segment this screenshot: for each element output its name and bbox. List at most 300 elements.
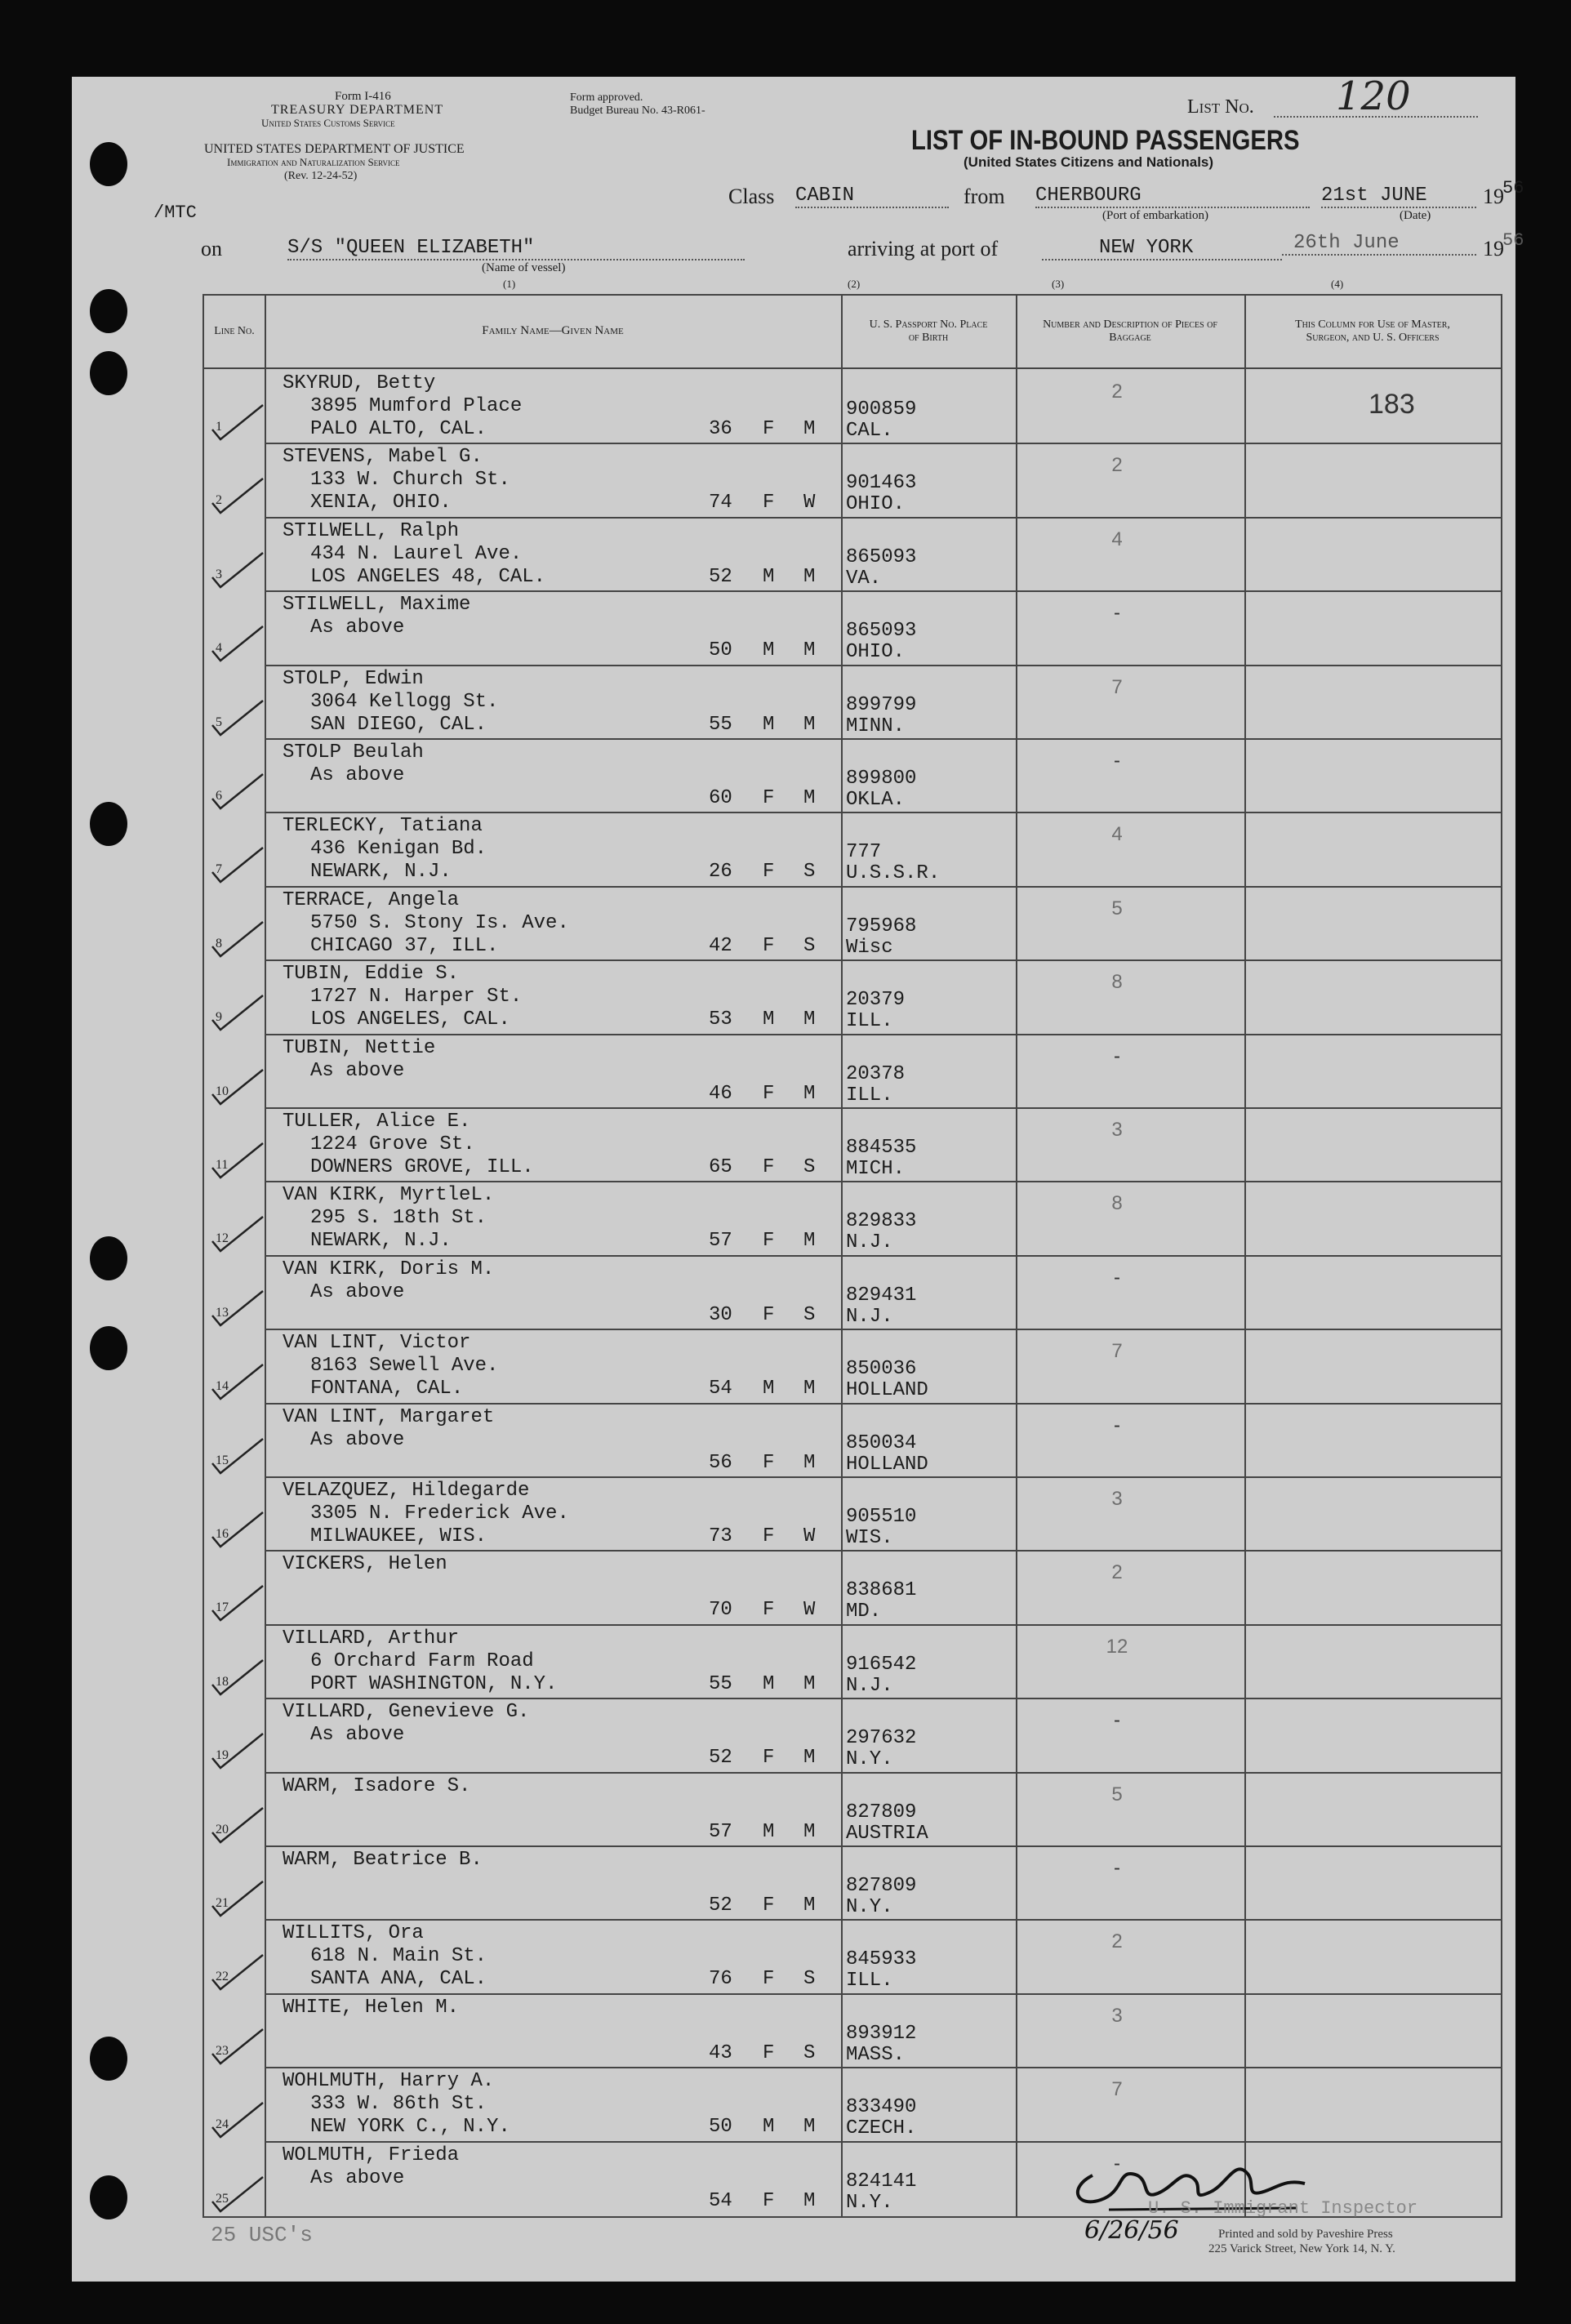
row-divider	[265, 1845, 1501, 1847]
passport-number: 899800	[846, 768, 917, 790]
passenger-row	[204, 886, 1501, 959]
passenger-name: TUBIN, Eddie S.	[283, 963, 460, 986]
passport-number: 20378	[846, 1062, 906, 1085]
passenger-age: 50	[709, 2116, 732, 2139]
line-number: 4	[216, 641, 222, 656]
passenger-age: 70	[709, 1599, 732, 1622]
place-of-birth: VA.	[846, 567, 882, 590]
passenger-city: FONTANA, CAL.	[310, 1378, 464, 1400]
passenger-age: 52	[709, 1894, 732, 1917]
baggage-count: -	[1114, 750, 1120, 772]
passenger-sex: M	[763, 565, 775, 588]
passenger-city: NEW YORK C., N.Y.	[310, 2116, 510, 2139]
row-divider	[265, 1624, 1501, 1626]
line-number: 13	[216, 1305, 229, 1320]
year-prefix-2: 19	[1483, 237, 1504, 260]
passenger-sex: M	[763, 1008, 775, 1031]
printer-line-2: 225 Varick Street, New York 14, N. Y.	[1208, 2242, 1395, 2255]
passenger-marital-status: M	[803, 565, 816, 588]
baggage-count: 4	[1111, 528, 1123, 550]
place-of-birth: N.Y.	[846, 2191, 893, 2214]
punch-hole	[90, 289, 127, 333]
passenger-name: TUBIN, Nettie	[283, 1036, 436, 1059]
line-number: 21	[216, 1896, 229, 1910]
passenger-sex: M	[763, 1820, 775, 1843]
passenger-city: NEWARK, N.J.	[310, 1230, 452, 1253]
row-divider	[265, 1107, 1501, 1109]
baggage-count: 3	[1111, 2004, 1123, 2027]
passenger-name: WHITE, Helen M.	[283, 1996, 460, 2019]
passenger-city: NEWARK, N.J.	[310, 861, 452, 884]
row-divider	[265, 886, 1501, 888]
place-of-birth: HOLLAND	[846, 1379, 928, 1402]
passenger-sex: M	[763, 1672, 775, 1695]
passenger-marital-status: S	[803, 2041, 816, 2064]
passenger-marital-status: M	[803, 1820, 816, 1843]
passenger-sex: M	[763, 639, 775, 662]
passenger-sex: F	[763, 787, 775, 809]
punch-hole	[90, 1326, 127, 1370]
baggage-count: 5	[1111, 1783, 1123, 1805]
row-divider	[265, 959, 1501, 961]
passenger-row	[204, 1034, 1501, 1107]
line-number: 3	[216, 567, 222, 581]
passenger-sex: M	[763, 1378, 775, 1400]
passenger-row	[204, 1993, 1501, 2067]
punch-hole	[90, 142, 127, 186]
passenger-marital-status: W	[803, 1599, 816, 1622]
passenger-age: 42	[709, 934, 732, 957]
passenger-name: VILLARD, Genevieve G.	[283, 1701, 530, 1724]
place-of-birth: CZECH.	[846, 2117, 917, 2140]
row-divider	[265, 812, 1501, 813]
vessel-name: S/S "QUEEN ELIZABETH"	[287, 237, 745, 260]
passenger-row	[204, 665, 1501, 738]
passport-number: 20379	[846, 989, 906, 1012]
line-number: 17	[216, 1601, 229, 1615]
ins-service: Immigration and Naturalization Service	[227, 156, 400, 168]
line-number: 18	[216, 1674, 229, 1689]
baggage-count: 2	[1111, 1561, 1123, 1584]
line-number: 12	[216, 1231, 229, 1246]
passenger-name: STOLP, Edwin	[283, 667, 424, 690]
passenger-address: 5750 S. Stony Is. Ave.	[310, 911, 569, 934]
punch-hole	[90, 2037, 127, 2081]
line-number: 6	[216, 789, 222, 803]
passenger-sex: M	[763, 713, 775, 736]
passport-number: 795968	[846, 915, 917, 937]
year-suffix-2: 56	[1502, 230, 1524, 251]
place-of-birth: OKLA.	[846, 789, 906, 811]
place-of-birth: OHIO.	[846, 493, 906, 516]
row-divider	[265, 665, 1501, 666]
place-of-birth: MASS.	[846, 2043, 906, 2066]
passenger-row	[204, 443, 1501, 516]
passport-number: 827809	[846, 1875, 917, 1897]
passenger-address: 295 S. 18th St.	[310, 1207, 487, 1230]
place-of-birth: HOLLAND	[846, 1453, 928, 1476]
passenger-row	[204, 1329, 1501, 1402]
passenger-address: 1224 Grove St.	[310, 1133, 475, 1155]
vessel-caption: (Name of vessel)	[482, 261, 566, 274]
baggage-count: -	[1114, 2152, 1120, 2175]
punch-hole	[90, 802, 127, 846]
passport-number: 901463	[846, 472, 917, 495]
passenger-name: STEVENS, Mabel G.	[283, 446, 483, 469]
passport-number: 850034	[846, 1431, 917, 1454]
passenger-name: STILWELL, Ralph	[283, 519, 460, 542]
baggage-count: 2	[1111, 381, 1123, 403]
col-header-baggage: Number and Description of Pieces of Baggage	[1043, 318, 1217, 344]
passenger-address: 333 W. 86th St.	[310, 2093, 487, 2116]
row-divider	[265, 1919, 1501, 1921]
passport-number: 777	[846, 841, 882, 864]
row-divider	[265, 1403, 1501, 1405]
passenger-name: TERRACE, Angela	[283, 888, 460, 911]
passenger-city: LOS ANGELES 48, CAL.	[310, 565, 546, 588]
row-divider	[265, 443, 1501, 444]
passenger-address: 1727 N. Harper St.	[310, 986, 523, 1008]
line-number: 20	[216, 1822, 229, 1836]
passenger-row	[204, 1698, 1501, 1771]
class-label: Class	[728, 185, 775, 208]
passenger-name: VAN KIRK, Doris M.	[283, 1258, 495, 1280]
punch-hole	[90, 351, 127, 395]
passenger-row	[204, 1107, 1501, 1181]
line-number: 11	[216, 1158, 229, 1172]
passenger-age: 46	[709, 1082, 732, 1105]
place-of-birth: MICH.	[846, 1158, 906, 1180]
place-of-birth: ILL.	[846, 1970, 893, 1992]
passenger-row	[204, 738, 1501, 812]
line-number: 22	[216, 1970, 229, 1984]
baggage-count: -	[1114, 1044, 1120, 1067]
passenger-name: WARM, Beatrice B.	[283, 1849, 483, 1871]
passenger-city: CHICAGO 37, ILL.	[310, 934, 499, 957]
port-of-embarkation: CHERBOURG	[1035, 185, 1310, 208]
baggage-count: 8	[1111, 971, 1123, 994]
passenger-address: As above	[310, 2166, 405, 2189]
place-of-birth: N.J.	[846, 1231, 893, 1254]
passenger-age: 52	[709, 565, 732, 588]
passenger-age: 52	[709, 1747, 732, 1770]
line-number: 25	[216, 2191, 229, 2206]
officer-note: 183	[1369, 389, 1415, 420]
passenger-sex: F	[763, 934, 775, 957]
passenger-sex: F	[763, 861, 775, 884]
place-of-birth: N.Y.	[846, 1748, 893, 1771]
passenger-name: WOLMUTH, Frieda	[283, 2144, 460, 2166]
passport-number: 865093	[846, 620, 917, 643]
passenger-age: 55	[709, 1672, 732, 1695]
row-divider	[265, 517, 1501, 519]
passenger-age: 56	[709, 1451, 732, 1474]
line-number: 15	[216, 1453, 229, 1467]
col-num-4: (4)	[1331, 278, 1344, 290]
passenger-city: SAN DIEGO, CAL.	[310, 713, 487, 736]
passenger-marital-status: S	[803, 1156, 816, 1178]
revision: (Rev. 12-24-52)	[284, 170, 358, 182]
col-header-officers: This Column for Use of Master, Surgeon, and U. S. Officers	[1295, 318, 1450, 344]
date-caption: (Date)	[1400, 209, 1431, 222]
passenger-marital-status: S	[803, 861, 816, 884]
place-of-birth: U.S.S.R.	[846, 862, 941, 885]
passenger-age: 53	[709, 1008, 732, 1031]
place-of-birth: N.J.	[846, 1674, 893, 1697]
arriving-label: arriving at port of	[848, 237, 999, 260]
line-number: 16	[216, 1527, 229, 1541]
passenger-marital-status: M	[803, 787, 816, 809]
place-of-birth: ILL.	[846, 1084, 893, 1106]
passenger-age: 74	[709, 492, 732, 514]
passenger-name: WARM, Isadore S.	[283, 1774, 471, 1797]
passenger-age: 54	[709, 1378, 732, 1400]
baggage-count: -	[1114, 1414, 1120, 1436]
row-divider	[265, 1993, 1501, 1995]
col-header-name: Family Name—Given Name	[482, 324, 624, 338]
line-number: 23	[216, 2043, 229, 2058]
passenger-marital-status: M	[803, 713, 816, 736]
form-number: Form I-416	[335, 90, 391, 103]
line-number: 10	[216, 1084, 229, 1098]
place-of-birth: Wisc	[846, 936, 893, 959]
inspector-title: U. S. Immigrant Inspector	[1148, 2198, 1418, 2219]
row-divider	[265, 1698, 1501, 1699]
arrival-date: 26th June	[1282, 232, 1476, 256]
passenger-sex: F	[763, 1968, 775, 1991]
budget-bureau: Budget Bureau No. 43-R061-	[570, 105, 705, 117]
punch-hole	[90, 2175, 127, 2219]
year-suffix-1: 56	[1502, 178, 1524, 198]
passenger-address: 6 Orchard Farm Road	[310, 1650, 534, 1672]
passenger-name: WILLITS, Ora	[283, 1922, 424, 1945]
place-of-birth: MD.	[846, 1601, 882, 1623]
passenger-address: As above	[310, 1428, 405, 1451]
passenger-address: As above	[310, 1280, 405, 1303]
passenger-sex: F	[763, 1894, 775, 1917]
baggage-count: -	[1114, 602, 1120, 625]
passport-number: 850036	[846, 1358, 917, 1381]
baggage-count: -	[1114, 1709, 1120, 1732]
place-of-birth: WIS.	[846, 1527, 893, 1549]
passenger-sex: M	[763, 2116, 775, 2139]
passenger-name: SKYRUD, Betty	[283, 372, 436, 394]
passenger-name: VAN LINT, Victor	[283, 1332, 471, 1355]
baggage-count: 12	[1106, 1635, 1128, 1658]
passport-number: 845933	[846, 1948, 917, 1971]
passenger-address: 133 W. Church St.	[310, 469, 510, 492]
passenger-row	[204, 812, 1501, 885]
passenger-row	[204, 369, 1501, 443]
row-divider	[265, 1255, 1501, 1257]
passenger-table	[202, 294, 1502, 2218]
passport-number: 833490	[846, 2096, 917, 2119]
baggage-count: 5	[1111, 897, 1123, 919]
passenger-marital-status: M	[803, 1378, 816, 1400]
passenger-address: As above	[310, 1724, 405, 1747]
passenger-address: As above	[310, 764, 405, 786]
col-header-line: Line No.	[214, 324, 255, 337]
line-number: 8	[216, 936, 222, 951]
passenger-age: 50	[709, 639, 732, 662]
mtc-mark: /MTC	[154, 203, 197, 223]
passenger-name: VAN KIRK, MyrtleL.	[283, 1184, 495, 1207]
passenger-sex: F	[763, 492, 775, 514]
place-of-birth: AUSTRIA	[846, 1822, 928, 1845]
passport-number: 824141	[846, 2170, 917, 2193]
place-of-birth: ILL.	[846, 1010, 893, 1033]
line-number: 5	[216, 715, 222, 729]
baggage-count: 7	[1111, 2078, 1123, 2101]
list-no-label: List No.	[1187, 96, 1254, 118]
passenger-sex: F	[763, 1082, 775, 1105]
line-number: 7	[216, 862, 222, 877]
baggage-count: -	[1114, 1266, 1120, 1289]
passenger-name: VELAZQUEZ, Hildegarde	[283, 1480, 530, 1502]
passport-number: 884535	[846, 1137, 917, 1159]
passenger-row	[204, 1181, 1501, 1254]
passenger-row	[204, 959, 1501, 1033]
passenger-sex: F	[763, 418, 775, 440]
passenger-marital-status: M	[803, 1230, 816, 1253]
passenger-count: 25 USC's	[211, 2223, 313, 2247]
class-value: CABIN	[795, 185, 949, 208]
passenger-sex: F	[763, 1747, 775, 1770]
baggage-count: 7	[1111, 1340, 1123, 1363]
embarkation-date: 21st JUNE	[1321, 185, 1476, 208]
baggage-count: 2	[1111, 1930, 1123, 1953]
passenger-age: 57	[709, 1820, 732, 1843]
customs-service: United States Customs Service	[261, 117, 395, 129]
passenger-row	[204, 1919, 1501, 1992]
passport-number: 916542	[846, 1653, 917, 1676]
passenger-marital-status: W	[803, 1525, 816, 1547]
line-number: 9	[216, 1010, 222, 1025]
form-title: LIST OF IN-BOUND PASSENGERS	[911, 125, 1300, 156]
passenger-sex: F	[763, 1230, 775, 1253]
row-divider	[265, 1181, 1501, 1182]
passenger-city: DOWNERS GROVE, ILL.	[310, 1156, 534, 1178]
line-number: 1	[216, 420, 222, 434]
row-divider	[265, 738, 1501, 740]
passenger-age: 60	[709, 787, 732, 809]
col-num-1: (1)	[503, 278, 516, 290]
passenger-sex: F	[763, 1156, 775, 1178]
baggage-count: -	[1114, 1857, 1120, 1879]
passenger-sex: F	[763, 2189, 775, 2212]
passenger-name: STOLP Beulah	[283, 741, 424, 764]
passenger-row	[204, 1550, 1501, 1623]
baggage-count: 3	[1111, 1119, 1123, 1141]
form-approved: Form approved.	[570, 91, 643, 104]
passenger-row	[204, 517, 1501, 590]
passenger-name: VICKERS, Helen	[283, 1553, 447, 1576]
passenger-marital-status: M	[803, 1082, 816, 1105]
year-prefix-1: 19	[1483, 185, 1504, 208]
passenger-age: 36	[709, 418, 732, 440]
passenger-marital-status: M	[803, 2189, 816, 2212]
passenger-row	[204, 1624, 1501, 1698]
row-divider	[265, 1034, 1501, 1035]
row-divider	[265, 1772, 1501, 1774]
baggage-count: 8	[1111, 1192, 1123, 1215]
from-label: from	[964, 185, 1005, 208]
passenger-address: As above	[310, 617, 405, 639]
passenger-name: TERLECKY, Tatiana	[283, 815, 483, 838]
passenger-age: 43	[709, 2041, 732, 2064]
passenger-marital-status: M	[803, 1451, 816, 1474]
on-label: on	[201, 237, 222, 260]
passport-number: 899799	[846, 693, 917, 716]
passenger-row	[204, 1476, 1501, 1550]
place-of-birth: MINN.	[846, 715, 906, 737]
passenger-marital-status: M	[803, 639, 816, 662]
passenger-name: VILLARD, Arthur	[283, 1627, 460, 1650]
passenger-city: MILWAUKEE, WIS.	[310, 1525, 487, 1547]
inspector-date: 6/26/56	[1084, 2216, 1179, 2245]
passenger-city: XENIA, OHIO.	[310, 492, 452, 514]
passenger-sex: F	[763, 1303, 775, 1326]
row-divider	[265, 2067, 1501, 2068]
treasury-dept: TREASURY DEPARTMENT	[271, 103, 444, 117]
passenger-address: 434 N. Laurel Ave.	[310, 542, 523, 565]
passenger-marital-status: S	[803, 934, 816, 957]
passenger-city: SANTA ANA, CAL.	[310, 1968, 487, 1991]
passenger-age: 30	[709, 1303, 732, 1326]
passenger-row	[204, 590, 1501, 664]
passenger-sex: F	[763, 1451, 775, 1474]
passenger-age: 54	[709, 2189, 732, 2212]
passenger-marital-status: M	[803, 1672, 816, 1695]
passenger-sex: F	[763, 2041, 775, 2064]
passenger-row	[204, 1845, 1501, 1919]
printer-line-1: Printed and sold by Paveshire Press	[1218, 2228, 1393, 2241]
passenger-marital-status: W	[803, 492, 816, 514]
passenger-name: VAN LINT, Margaret	[283, 1405, 495, 1428]
line-number: 2	[216, 493, 222, 508]
passport-number: 905510	[846, 1506, 917, 1528]
place-of-birth: OHIO.	[846, 641, 906, 664]
passenger-row	[204, 2067, 1501, 2140]
place-of-birth: N.Y.	[846, 1896, 893, 1918]
passenger-marital-status: M	[803, 1747, 816, 1770]
passenger-city: PALO ALTO, CAL.	[310, 418, 487, 440]
passport-number: 827809	[846, 1801, 917, 1823]
row-divider	[265, 1476, 1501, 1478]
passenger-address: As above	[310, 1059, 405, 1082]
row-divider	[265, 1329, 1501, 1330]
passenger-marital-status: M	[803, 1008, 816, 1031]
passenger-marital-status: M	[803, 1894, 816, 1917]
passport-number: 297632	[846, 1727, 917, 1750]
passport-number: 865093	[846, 545, 917, 568]
passenger-address: 3305 N. Frederick Ave.	[310, 1503, 569, 1525]
passenger-city: LOS ANGELES, CAL.	[310, 1008, 510, 1031]
list-no-value: 120	[1336, 73, 1411, 119]
line-number: 19	[216, 1748, 229, 1763]
passenger-marital-status: S	[803, 1968, 816, 1991]
baggage-count: 2	[1111, 454, 1123, 477]
passenger-city: PORT WASHINGTON, N.Y.	[310, 1672, 558, 1695]
baggage-count: 4	[1111, 823, 1123, 846]
passenger-marital-status: M	[803, 2116, 816, 2139]
passport-number: 829431	[846, 1284, 917, 1307]
passenger-age: 57	[709, 1230, 732, 1253]
passenger-marital-status: M	[803, 418, 816, 440]
col-num-3: (3)	[1052, 278, 1065, 290]
passenger-age: 65	[709, 1156, 732, 1178]
passenger-age: 73	[709, 1525, 732, 1547]
